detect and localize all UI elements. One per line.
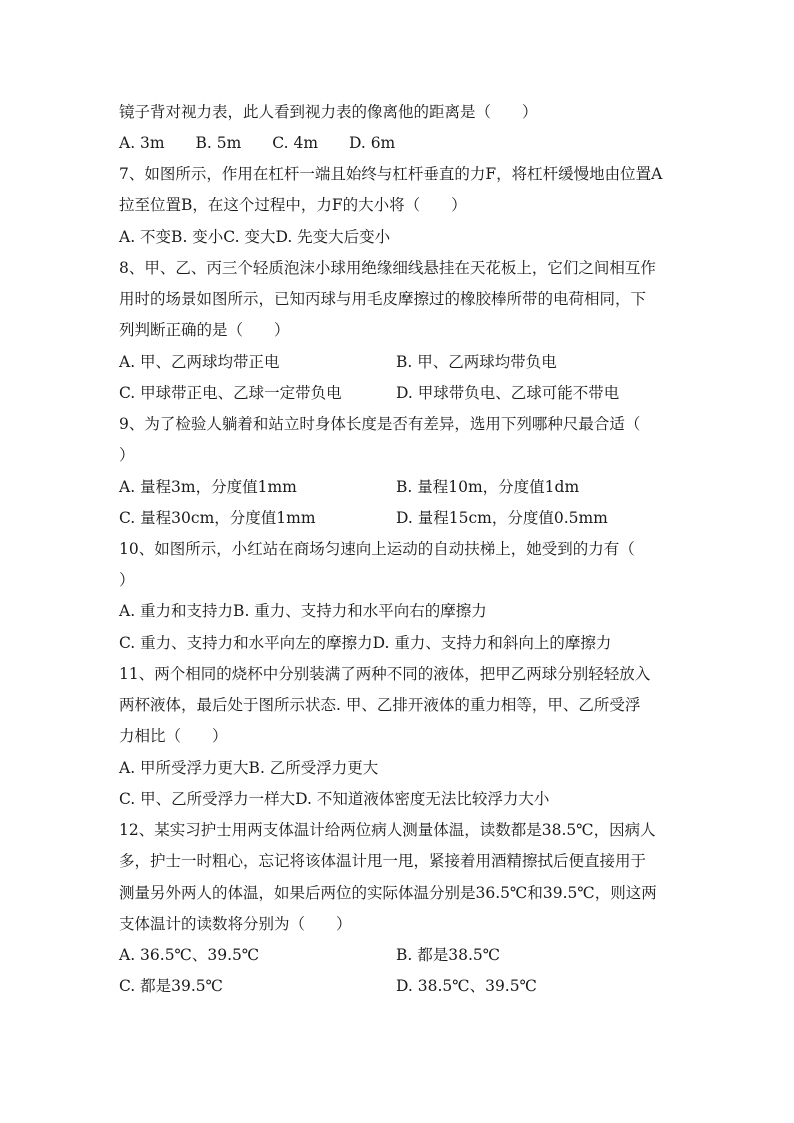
q11-text-line-1: 11、两个相同的烧杯中分别装满了两种不同的液体，把甲乙两球分别轻轻放入 [119,665,651,683]
q11-text-line-3: 力相比（ ） [119,727,228,745]
q6-text: 镜子背对视力表，此人看到视力表的像离他的距离是（ ） [119,103,538,121]
q10-options-line-2: C. 重力、支持力和水平向左的摩擦力D. 重力、支持力和斜向上的摩擦力 [119,634,612,652]
q6-option-b: B. 5m [195,134,242,152]
q8-text-line-3: 列判断正确的是（ ） [119,321,290,339]
q7-text-line-2: 拉至位置B，在这个过程中，力F的大小将（ ） [119,196,467,214]
q12-text-line-2: 多，护士一时粗心，忘记将该体温计甩一甩，紧接着用酒精擦拭后便直接用于 [119,852,647,870]
q8-option-a: A. 甲、乙两球均带正电 [119,353,280,371]
q10-text-line-2: ） [119,571,135,589]
q9-text-line-1: 9、为了检验人躺着和站立时身体长度是否有差异，选用下列哪种尺最合适（ [119,415,641,433]
q10-text-line-1: 10、如图所示，小红站在商场匀速向上运动的自动扶梯上，她受到的力有（ [119,540,635,558]
q6-option-c: C. 4m [272,134,319,152]
q6-options [119,133,684,153]
q12-option-a: A. 36.5℃、39.5℃ [119,946,260,964]
q8-option-d: D. 甲球带负电、乙球可能不带电 [396,384,620,402]
q8-option-b: B. 甲、乙两球均带负电 [396,353,557,371]
q11-options-line-2: C. 甲、乙所受浮力一样大D. 不知道液体密度无法比较浮力大小 [119,790,550,808]
q12-option-c: C. 都是39.5℃ [119,977,224,995]
q8-text-line-2: 用时的场景如图所示，已知丙球与用毛皮摩擦过的橡胶棒所带的电荷相同，下 [119,290,647,308]
q9-option-a: A. 量程3m，分度值1mm [119,478,297,496]
q12-text-line-3: 测量另外两人的体温，如果后两位的实际体温分别是36.5℃和39.5℃，则这两 [119,884,657,902]
q11-options-line-1: A. 甲所受浮力更大B. 乙所受浮力更大 [119,759,379,777]
q11-text-line-2: 两杯液体，最后处于图所示状态. 甲、乙排开液体的重力相等，甲、乙所受浮 [119,696,641,714]
q12-option-b: B. 都是38.5℃ [396,946,501,964]
q6-option-d: D. 6m [348,134,396,152]
q7-text-line-1: 7、如图所示，作用在杠杆一端且始终与杠杆垂直的力F，将杠杆缓慢地由位置A [119,165,663,183]
q12-text-line-4: 支体温计的读数将分别为（ ） [119,915,352,933]
q8-option-c: C. 甲球带正电、乙球一定带负电 [119,384,342,402]
q10-options-line-1: A. 重力和支持力B. 重力、支持力和水平向右的摩擦力 [119,602,487,620]
q9-option-d: D. 量程15cm，分度值0.5mm [396,509,608,527]
q12-text-line-1: 12、某实习护士用两支体温计给两位病人测量体温，读数都是38.5℃，因病人 [119,821,656,839]
q9-option-b: B. 量程10m，分度值1dm [396,478,580,496]
q9-option-c: C. 量程30cm，分度值1mm [119,509,316,527]
q12-option-d: D. 38.5℃、39.5℃ [396,977,537,995]
q8-text-line-1: 8、甲、乙、丙三个轻质泡沫小球用绝缘细线悬挂在天花板上，它们之间相互作 [119,259,656,277]
q9-text-line-2: ） [119,446,135,464]
q6-option-a: A. 3m [119,134,165,152]
q7-options: A. 不变B. 变小C. 变大D. 先变大后变小 [119,228,391,246]
